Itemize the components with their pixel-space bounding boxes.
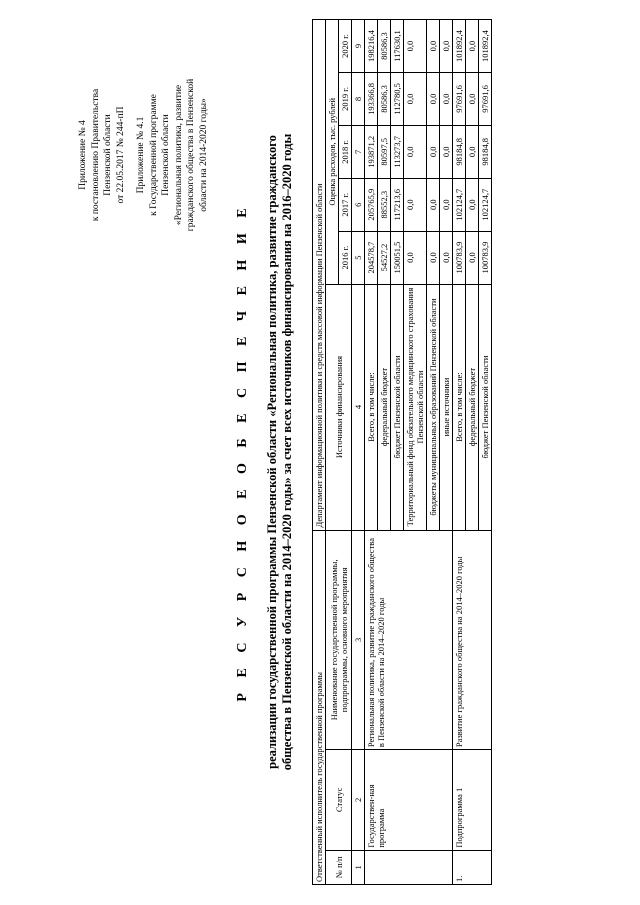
header-row: [326, 20, 339, 885]
value-cell: 113273,7: [391, 125, 404, 178]
appendix-line: от 22.05.2017 № 244-пП: [115, 106, 126, 204]
value-cell: 0,0: [440, 231, 453, 284]
appendix-line: «Региональная политика, развитие: [173, 84, 184, 226]
row-source: иные источники: [440, 284, 453, 530]
value-cell: 80586,3: [378, 20, 391, 73]
appendix-line: области на 2014-2020 годы»: [198, 98, 209, 212]
value-cell: 98184,8: [453, 125, 466, 178]
col-number: 8: [352, 72, 365, 125]
value-cell: 0,0: [466, 72, 479, 125]
row-status: Подпрограмма 1: [453, 750, 492, 851]
value-cell: 117213,6: [391, 178, 404, 231]
row-source: Всего, в том числе:: [453, 284, 466, 530]
header-year: 2019 г.: [339, 72, 352, 125]
value-cell: 112780,5: [391, 72, 404, 125]
value-cell: 98184,8: [479, 125, 492, 178]
row-source: федеральный бюджет: [466, 284, 479, 530]
value-cell: 0,0: [404, 125, 427, 178]
header-year: 2018 г.: [339, 125, 352, 178]
value-cell: 0,0: [466, 178, 479, 231]
col-number: 2: [352, 750, 365, 851]
row-source: федеральный бюджет: [378, 284, 391, 530]
value-cell: 0,0: [440, 178, 453, 231]
appendix-line: Пензенской области: [103, 114, 113, 196]
table-row: [365, 20, 378, 885]
value-cell: 0,0: [427, 231, 440, 284]
value-cell: 0,0: [466, 125, 479, 178]
header-source: Источники финансирования: [326, 284, 352, 530]
value-cell: 101892,4: [453, 20, 466, 73]
value-cell: 150051,5: [391, 231, 404, 284]
value-cell: 0,0: [404, 72, 427, 125]
value-cell: 97691,6: [479, 72, 492, 125]
value-cell: 0,0: [427, 178, 440, 231]
value-cell: 102124,7: [453, 178, 466, 231]
appendix-line: Приложение № 4.1: [136, 116, 146, 194]
value-cell: 0,0: [404, 20, 427, 73]
appendix-line: Пензенской области: [161, 114, 171, 196]
row-name: Развитие гражданского общества на 2014–2020 годы: [453, 530, 492, 750]
value-cell: 80586,3: [378, 72, 391, 125]
value-cell: 100783,9: [479, 231, 492, 284]
header-name: Наименование государственной программы, подпрограммы, основного мероприятия: [326, 530, 352, 750]
value-cell: 88552,3: [378, 178, 391, 231]
value-cell: 0,0: [440, 72, 453, 125]
resource-table: [312, 19, 492, 885]
value-cell: 0,0: [404, 231, 427, 284]
header-num: № п/п: [326, 850, 352, 884]
row-source: бюджет Пензенской области: [391, 284, 404, 530]
table-row: [453, 20, 466, 885]
row-num: [365, 850, 453, 884]
header-year: 2017 г.: [339, 178, 352, 231]
header-status: Статус: [326, 750, 352, 851]
value-cell: 198216,4: [365, 20, 378, 73]
row-status: Государствен-ная программа: [365, 750, 453, 851]
value-cell: 0,0: [427, 72, 440, 125]
header-year: 2016 г.: [339, 231, 352, 284]
value-cell: 0,0: [440, 20, 453, 73]
col-number: 9: [352, 20, 365, 73]
value-cell: 80597,5: [378, 125, 391, 178]
col-number: 4: [352, 284, 365, 530]
subtitle-line: общества в Пензенской области на 2014–2020 годы» за счет всех источников финансирования на 2016–2020 годы: [280, 133, 294, 771]
value-cell: 0,0: [466, 20, 479, 73]
header-estimate: Оценка расходов, тыс. рублей: [326, 20, 339, 285]
executor-value: Департамент информационной политики и средств массовой информации Пензенской области: [313, 20, 326, 531]
col-number: 6: [352, 178, 365, 231]
value-cell: 0,0: [440, 125, 453, 178]
column-number-row: [352, 20, 365, 885]
row-source: Всего, в том числе:: [365, 284, 378, 530]
col-number: 1: [352, 850, 365, 884]
document-subtitle: [265, 19, 295, 885]
row-num: 1.: [453, 850, 492, 884]
subtitle-line: реализации государственной программы Пензенской области «Региональная политика, развитие гражданского: [265, 135, 279, 769]
appendix-line: гражданского общества в Пензенской: [186, 78, 196, 232]
value-cell: 0,0: [427, 20, 440, 73]
executor-label: Ответственный исполнитель государственной программы: [313, 530, 326, 884]
document-title: Р Е С У Р С Н О Е О Б Е С П Е Ч Е Н И Е: [235, 202, 250, 702]
col-number: 3: [352, 530, 365, 750]
col-number: 7: [352, 125, 365, 178]
appendix-note: [77, 15, 210, 295]
appendix-line: к Государственной программе: [148, 94, 159, 216]
value-cell: 102124,7: [479, 178, 492, 231]
appendix-line: Приложение № 4: [78, 120, 88, 190]
value-cell: 205765,9: [365, 178, 378, 231]
row-source: Территориальный фонд обязательного медицинского страхования Пензенской области: [404, 284, 427, 530]
appendix-line: к постановлению Правительства: [90, 88, 101, 222]
row-source: бюджет Пензенской области: [479, 284, 492, 530]
executor-row: [313, 20, 326, 885]
value-cell: 100783,9: [453, 231, 466, 284]
value-cell: 0,0: [466, 231, 479, 284]
value-cell: 204578,7: [365, 231, 378, 284]
value-cell: 0,0: [404, 178, 427, 231]
header-year: 2020 г.: [339, 20, 352, 73]
value-cell: 97691,6: [453, 72, 466, 125]
value-cell: 101892,4: [479, 20, 492, 73]
value-cell: 193366,8: [365, 72, 378, 125]
value-cell: 0,0: [427, 125, 440, 178]
value-cell: 54527,2: [378, 231, 391, 284]
row-name: Региональная политика, развитие гражданского общества в Пензенской области на 2014–2020 годы: [365, 530, 453, 750]
value-cell: 117630,1: [391, 20, 404, 73]
row-source: бюджеты муниципальных образований Пензенской области: [427, 284, 440, 530]
document-title-block: [235, 19, 295, 885]
spacer: [127, 15, 135, 295]
col-number: 5: [352, 231, 365, 284]
value-cell: 193871,2: [365, 125, 378, 178]
